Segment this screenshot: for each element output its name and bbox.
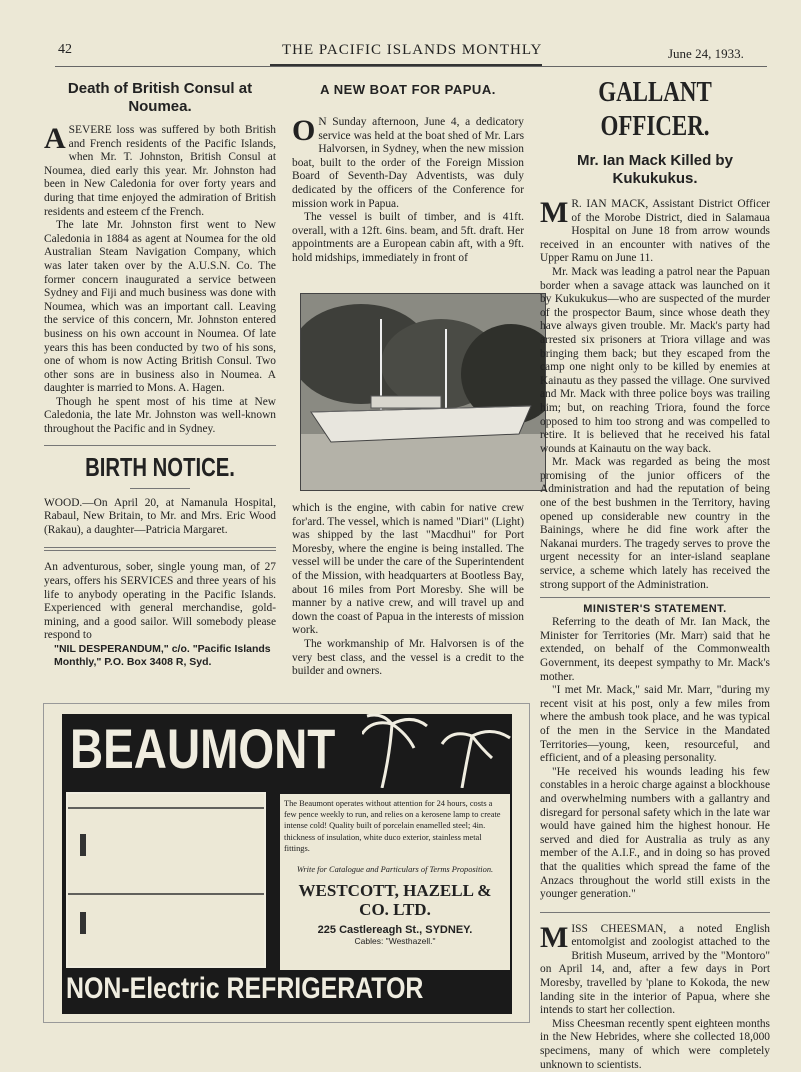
advertisement-write-for: Write for Catalogue and Particulars of Terms Proposition. [296, 865, 494, 875]
advertisement-panel [62, 714, 512, 1014]
consul-paragraph-3: Though he spent most of his time at New Caledonia, the late Mr. Johnston was well-known throughout the Pacific and in Sydney. [44, 395, 276, 436]
refrigerator-drawing [68, 794, 264, 966]
consul-dropcap: A [44, 122, 66, 155]
boat-paragraph-4: The workmanship of Mr. Halvorsen is of the very best class, and the vessel is a credit to the builder and owners. [292, 637, 524, 678]
boat-dropcap: O [292, 114, 316, 147]
header-rule [55, 66, 767, 67]
advertisement-copy [280, 794, 510, 970]
divider-short [130, 488, 190, 489]
consul-headline: Death of British Consul at Noumea. [67, 80, 253, 115]
page-number: 42 [58, 42, 72, 57]
divider [44, 550, 276, 551]
beaumont-advertisement [43, 703, 530, 1023]
boat-paragraph-2: The vessel is built of timber, and is 41ft. overall, with a 12ft. 6ins. beam, and 5ft. draft. Her appointments are a European cabin aft, with a 9ft. hold midships, immediately in front of [292, 211, 524, 264]
minister-paragraph-3: "He received his wounds leading his few constables in a heroic charge against a blockhouse and overwhelming numbers with a gallantry and disregard for personal safety which in the late war would have gained him the highest honour. He served and died for Australia as truly as any member of the A.I.F., and in doing so has proved that the qualities which spread the fame of the Anzacs throughout the world still exists in the younger generation." [540, 765, 770, 901]
refrigerator-illustration [66, 792, 266, 968]
advertisement-brand: BEAUMONT [70, 717, 336, 780]
header-rule-thick [270, 64, 542, 66]
column-officer [540, 76, 770, 1072]
officer-headline: GALLANT OFFICER. [598, 77, 712, 142]
officer-paragraph-1: R. IAN MACK, Assistant District Officer of the Morobe District, died in Salamaua Hospital on June 18 from arrow wounds received in an encounter with natives of the Upper Ramu on June 11. [540, 198, 770, 265]
boat-headline: A NEW BOAT FOR PAPUA. [320, 82, 496, 97]
minister-paragraph-1: Referring to the death of Mr. Ian Mack, the Minister for Territories (Mr. Marr) said that he extended, on behalf of the Commonwealth Government, its deepest sympathy to Mr. Mack's mother. [540, 616, 770, 683]
column-consul [44, 80, 276, 668]
column-boat [292, 80, 524, 266]
divider [44, 445, 276, 446]
advertisement-tagline: NON-Electric REFRIGERATOR [66, 972, 424, 1005]
officer-paragraph-2: Mr. Mack was leading a patrol near the Papuan border when a savage attack was launched on it by Kukukukus—who are suspected of the murder of the prospector Baum, since whose death they have always given trouble. Mr. Mack's party had arrested six prisoners at Triora village and was bringing them back; but they escaped from the camp one night only to be killed by enemies at Kainautu as they passed the village. One survived and Mr. Mack with three police boys was trailing him; but, on reaching Triora, found the force opposed to him too strong and was compelled to retire. It is believed that he received his fatal wounds at Kainautu on the way back. [540, 265, 770, 455]
advertisement-body: The Beaumont operates without attention for 24 hours, costs a few pence weekly to run, and relies on a kerosene lamp to create intense cold! Quality built of porcelain enamelled steel; 4in. thickness of insulation, white duco exterior, stainless metal fittings. [284, 799, 501, 853]
cheesman-paragraph-2: Miss Cheesman recently spent eighteen months in the New Hebrides, where she collected 18,000 specimens, many of which were completely unknown to scientists. [540, 1017, 770, 1071]
cheesman-dropcap: M [540, 920, 569, 954]
officer-subheadline: Mr. Ian Mack Killed by Kukukukus. [577, 152, 733, 187]
consul-paragraph-2: The late Mr. Johnston first went to New Caledonia in 1884 as agent at Noumea for the old Australian Steam Navigation Company, which was later taken over by the A.U.S.N. Co. The former concern inaugurated a service between Sydney and Fiji and much business was done with Noumea, which was an important call. Leaving the service of this concern, Mr. Johnston entered business on his own account in Noumea. Of late years this has been conducted by two of his sons, one of whom is now Acting British Consul. Two other sons are in business also in Noumea. A daughter is married to Mons. A. Hagen. [44, 219, 276, 395]
boat-photo [300, 293, 546, 491]
advertisement-company: WESTCOTT, HAZELL & CO. LTD. [298, 881, 492, 920]
classified-contact: "NIL DESPERANDUM," c/o. "Pacific Islands Monthly," P.O. Box 3408 R, Syd. [54, 643, 271, 668]
minister-paragraph-2: "I met Mr. Mack," said Mr. Marr, "during my recent visit at his post, only a few miles from where the ambush took place, and he was typical of the men in the Service in the Mandated Territories—young, keen, resourceful, and efficient, and of a pleasing personality. [540, 684, 770, 765]
palm-trees-illustration [362, 714, 512, 788]
officer-paragraph-3: Mr. Mack was regarded as being the most promising of the junior officers of the Administration and had the reputation of being one of the best bushmen in the Territory, having opened up considerable new country in the Bainings, where he did fine work after the Nakanai murders. The tragedy serves to prove the urgent necessity for an inter-island seaplane service, a scheme which lately has received the strong support of the Administration. [540, 456, 770, 591]
minister-heading: MINISTER'S STATEMENT. [583, 603, 727, 616]
advertisement-cables: Cables: "Westhazell." [354, 936, 436, 947]
divider [540, 912, 770, 913]
publication-title: THE PACIFIC ISLANDS MONTHLY [282, 42, 543, 58]
divider [44, 547, 276, 548]
cheesman-paragraph-1: ISS CHEESMAN, a noted English entomolgist and zoologist attached to the British Museum, arrived by the "Montoro" on April 14, and, after a few days in Port Moresby, travelled by 'plane to Kokoda, the new landing site in the interior of Papua, where she intends to start her collection. [540, 922, 770, 1017]
consul-paragraph-1: SEVERE loss was suffered by both British and French residents of the Pacific Islands, when Mr. T. Johnston, British Consul at Noumea, died early this year. Mr. Johnston had been in New Caledonia for over forty years and during that time enjoyed the admiration of British residents and esteem cf the French. [44, 124, 276, 218]
boat-paragraph-1: N Sunday afternoon, June 4, a dedicatory service was held at the boat shed of Mr. Lars Halvorsen, in Sydney, when the new mission boat, built to the order of the Foreign Mission Board of Seventh-Day Adventists, was duly dedicated by the officers of the Conference for mission work in Papua. [292, 116, 524, 210]
boat-photo-illustration [301, 294, 545, 490]
issue-date: June 24, 1933. [668, 46, 744, 61]
advertisement-address: 225 Castlereagh St., SYDNEY. [317, 924, 473, 937]
divider [540, 597, 770, 598]
birth-notice-heading: BIRTH NOTICE. [85, 451, 235, 482]
birth-notice-text: WOOD.—On April 20, at Namanula Hospital, Rabaul, New Britain, to Mr. and Mrs. Eric Wood (Rakau), a daughter—Patricia Margaret. [44, 496, 276, 536]
column-boat-continued [292, 502, 524, 679]
officer-dropcap: M [540, 196, 569, 229]
boat-paragraph-3: which is the engine, with cabin for native crew for'ard. The vessel, which is named "Diari" (Light) was shipped by the last "Macdhui" for Port Moresby, where the engine is being installed. The vessel will be under the care of the Superintendent of the Mission, with headquarters at Bootless Bay, about 16 miles from Port Moresby. She will be manner by a native crew, and will travel up and down the coast of Papua in the interests of mission work. [292, 502, 524, 637]
classified-text: An adventurous, sober, single young man, of 27 years, offers his SERVICES and three years of his life to anybody operating in the Pacific Islands. Experienced with general merchandise, gold-mining, and a good sailor. Will somebody please respond to [44, 561, 276, 642]
